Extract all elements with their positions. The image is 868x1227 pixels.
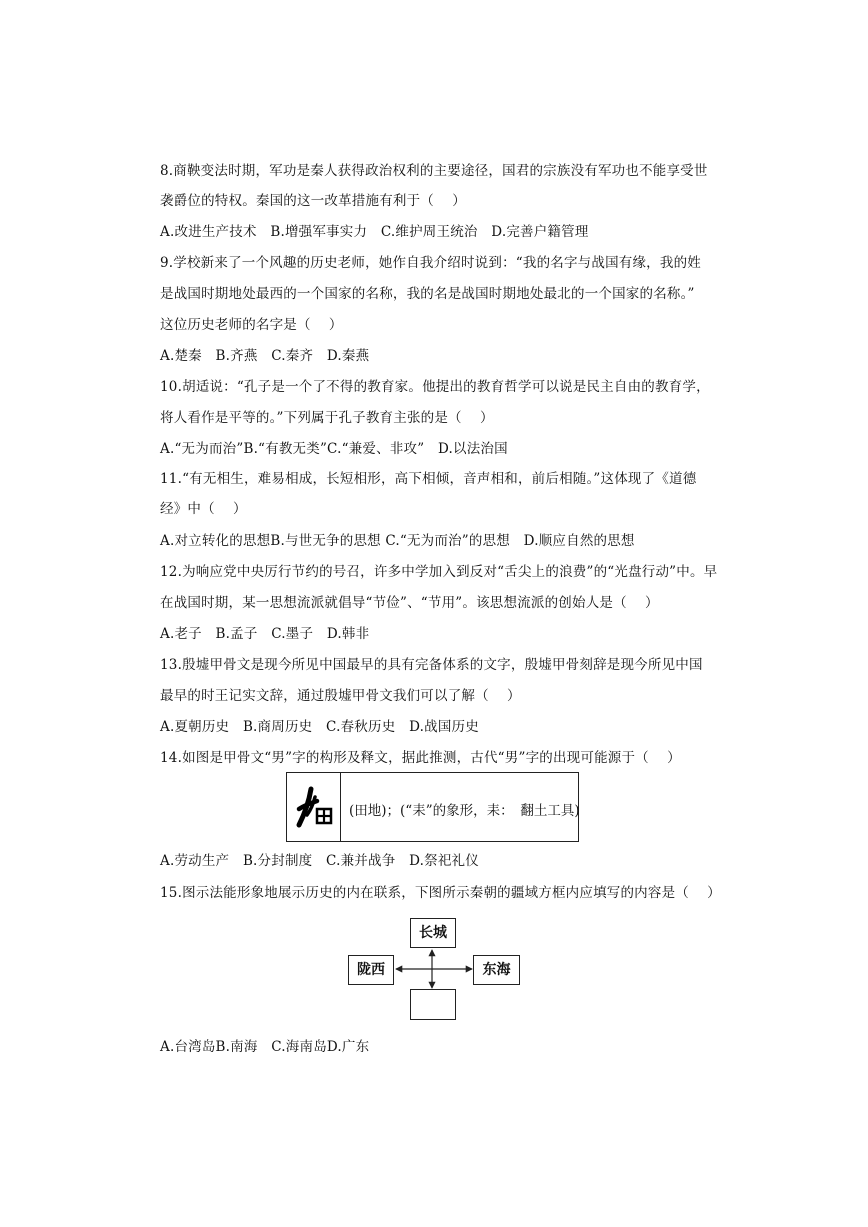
q11-stem-line2: 经》中（ ） <box>160 501 247 517</box>
q13-stem-line1: 13.殷墟甲骨文是现今所见中国最早的具有完备体系的文字，殷墟甲骨刻辞是现今所见中国 <box>160 657 703 673</box>
oracle-bone-nan-glyph-icon <box>293 783 335 831</box>
q9-stem-line2: 是战国时期地处最西的一个国家的名称，我的名是战国时期地处最北的一个国家的名称。” <box>160 286 695 302</box>
box-north-great-wall: 长城 <box>410 918 456 948</box>
q8-options: A.改进生产技术 B.增强军事实力 C.维护周王统治 D.完善户籍管理 <box>160 224 589 240</box>
q10-stem-line1: 10.胡适说：“孔子是一个了不得的教育家。他提出的教育哲学可以说是民主自由的教育学， <box>160 379 710 395</box>
q11-options: A.对立转化的思想B.与世无争的思想 C.“无为而治”的思想 D.顺应自然的思想 <box>160 533 635 549</box>
box-south-blank <box>410 989 456 1020</box>
q10-stem-line2: 将人看作是平等的。”下列属于孔子教育主张的是（ ） <box>160 410 494 426</box>
q11-stem-line1: 11.“有无相生，难易相成，长短相形，高下相倾，音声相和，前后相随。”这体现了《道德 <box>160 471 697 487</box>
q8-stem-line2: 袭爵位的特权。秦国的这一改革措施有利于（ ） <box>160 193 466 209</box>
q13-options: A.夏朝历史 B.商周历史 C.春秋历史 D.战国历史 <box>160 719 479 735</box>
box-east-sea: 东海 <box>473 955 520 985</box>
q14-stem: 14.如图是甲骨文“男”字的构形及释文，据此推测，古代“男”字的出现可能源于（ ） <box>160 750 681 766</box>
q9-stem-line3: 这位历史老师的名字是（ ） <box>160 317 343 333</box>
q9-options: A.楚秦 B.齐燕 C.秦齐 D.秦燕 <box>160 348 370 364</box>
q12-stem-line2: 在战国时期，某一思想流派就倡导“节俭”、“节用”。该思想流派的创始人是（ ） <box>160 595 659 611</box>
oracle-bone-figure <box>286 772 579 842</box>
qin-territory-diagram <box>348 918 524 1022</box>
q13-stem-line2: 最早的时王记实文辞，通过殷墟甲骨文我们可以了解（ ） <box>160 688 521 704</box>
q10-options: A.“无为而治”B.“有教无类”C.“兼爱、非攻” D.以法治国 <box>160 441 508 457</box>
figure-divider <box>340 773 341 841</box>
q9-stem-line1: 9.学校新来了一个风趣的历史老师，她作自我介绍时说到：“我的名字与战国有缘，我的姓 <box>160 255 701 271</box>
q8-stem-line1: 8.商鞅变法时期，军功是秦人获得政治权利的主要途径，国君的宗族没有军功也不能享受世 <box>160 163 708 179</box>
q12-stem-line1: 12.为响应党中央厉行节约的号召，许多中学加入到反对“舌尖上的浪费”的“光盘行动”中。早 <box>160 564 718 580</box>
q15-options: A.台湾岛B.南海 C.海南岛D.广东 <box>160 1039 370 1055</box>
glyph-explanation: (田地)；(“耒”的象形，耒： 翻土工具) <box>349 803 580 819</box>
q15-stem: 15.图示法能形象地展示历史的内在联系，下图所示秦朝的疆域方框内应填写的内容是（ ） <box>160 885 721 901</box>
q12-options: A.老子 B.孟子 C.墨子 D.韩非 <box>160 626 370 642</box>
q14-options: A.劳动生产 B.分封制度 C.兼并战争 D.祭祀礼仪 <box>160 853 479 869</box>
box-west-longxi: 陇西 <box>348 955 394 985</box>
